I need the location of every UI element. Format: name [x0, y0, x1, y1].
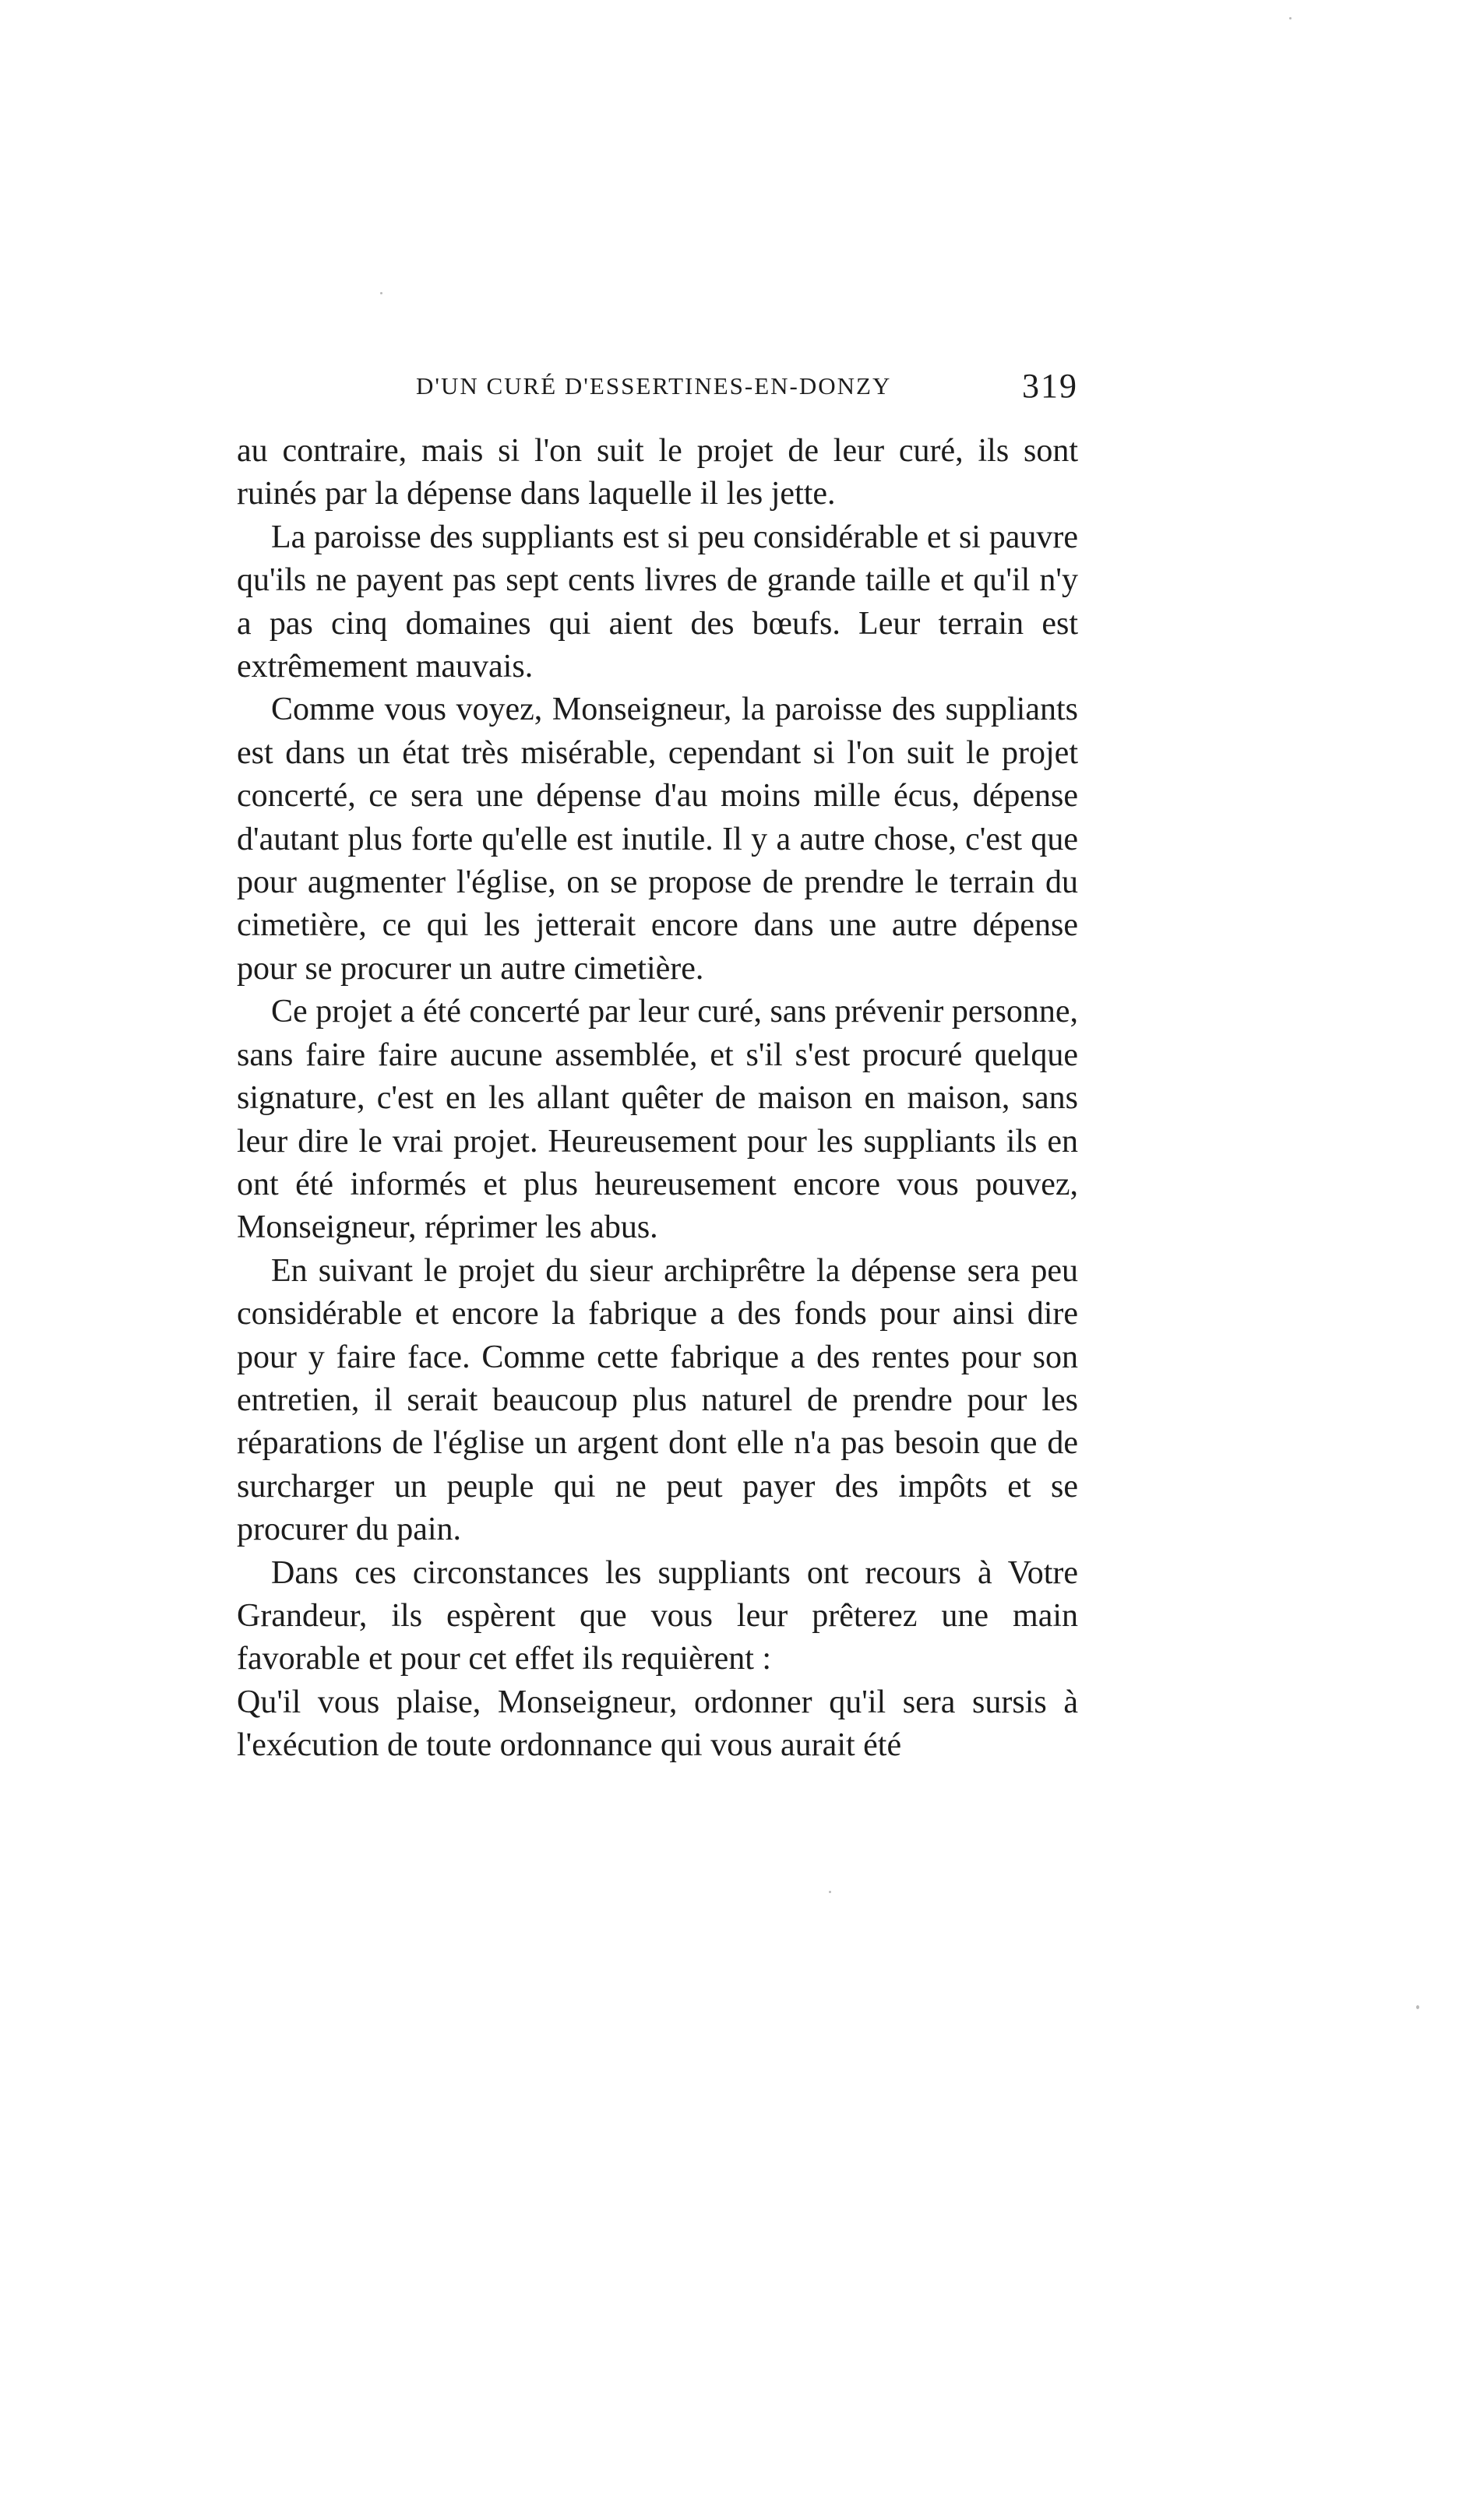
- paragraph-appeal: Dans ces circonstances les suppliants ont recours à Votre Grandeur, ils espèrent que vous leur prêterez une main favorable et pour cet effet ils requièrent :: [237, 1554, 1078, 1677]
- paragraph-request: Qu'il vous plaise, Monseigneur, ordonner qu'il sera sursis à l'exécution de toute ordonnance qui vous aurait été: [237, 1684, 1078, 1764]
- running-title: D'UN CURÉ D'ESSERTINES-EN-DONZY: [416, 372, 892, 399]
- paper-speck: [1416, 2005, 1419, 2009]
- paper-speck: [1289, 17, 1292, 19]
- body-text: [237, 430, 1078, 1768]
- paragraph-parish-poverty: La paroisse des suppliants est si peu considérable et si pauvre qu'ils ne payent pas sept cents livres de grande taille et qu'il n'y a pas cinq domaines qui aient des bœufs. Leur terrain est extrêmement mauvais.: [237, 519, 1078, 685]
- paper-speck: [380, 292, 382, 294]
- paragraph-archpriest-project: En suivant le projet du sieur archiprêtre la dépense sera peu considérable et encore la fabrique a des fonds pour ainsi dire pour y faire face. Comme cette fabrique a des rentes pour son entretien, il serait beaucoup plus naturel de prendre pour les réparations de l'église un argent dont elle n'a pas besoin que de surcharger un peuple qui ne peut payer des impôts et se procurer du pain.: [237, 1252, 1078, 1548]
- paragraph-continuation: au contraire, mais si l'on suit le projet de leur curé, ils sont ruinés par la dépense dans laquelle il les jette.: [237, 433, 1078, 512]
- page-number: 319: [1022, 367, 1078, 405]
- paragraph-planned-expense: Comme vous voyez, Monseigneur, la paroisse des suppliants est dans un état très misérable, cependant si l'on suit le projet concerté, ce sera une dépense d'au moins mille écus, dépense d'autant plus forte qu'elle est inutile. Il y a autre chose, c'est que pour augmenter l'église, on se propose de prendre le terrain du cimetière, ce qui les jetterait encore dans une autre dépense pour se procurer un autre cimetière.: [237, 692, 1078, 987]
- paper-speck: [829, 1891, 831, 1893]
- running-head: [237, 366, 1078, 413]
- paragraph-priest-project: Ce projet a été concerté par leur curé, sans prévenir personne, sans faire faire aucune assemblée, et s'il s'est procuré quelque signature, c'est en les allant quêter de maison en maison, sans leur dire le vrai projet. Heureusement pour les suppliants ils en ont été informés et plus heureusement encore vous pouvez, Monseigneur, réprimer les abus.: [237, 994, 1078, 1246]
